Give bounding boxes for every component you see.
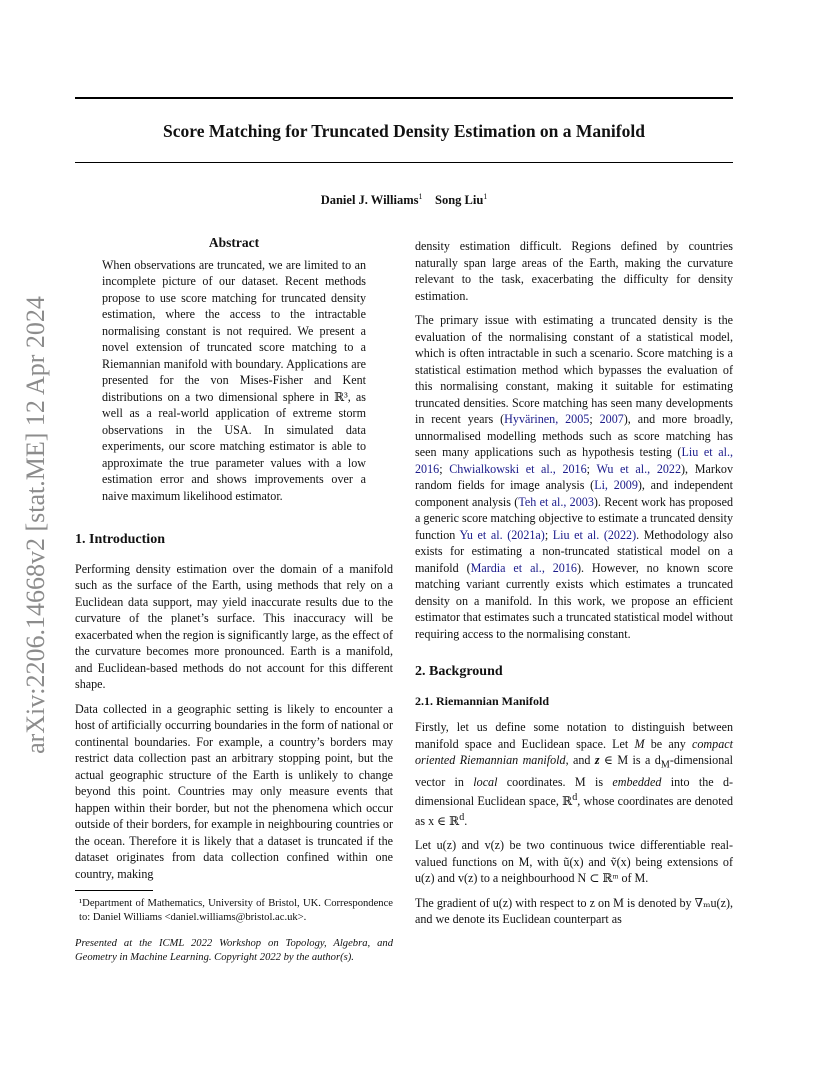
title-rule-top: [75, 97, 733, 99]
citation-link[interactable]: 2007: [599, 412, 624, 426]
left-column: [75, 235, 393, 965]
citation-link[interactable]: Liu et al., 2016: [415, 445, 734, 476]
citation-link[interactable]: Liu et al. (2022): [552, 527, 637, 542]
paper-title: Score Matching for Truncated Density Estimation on a Manifold: [163, 121, 645, 141]
author-list: [75, 192, 733, 208]
citation-link[interactable]: Teh et al., 2003: [518, 494, 594, 509]
section-heading-background: 2. Background: [415, 664, 503, 679]
author-name: Song Liu: [435, 193, 484, 208]
subsection-heading-riemannian-manifold: 2.1. Riemannian Manifold: [415, 693, 550, 708]
title-rule-bottom: [75, 162, 733, 163]
abstract-heading: Abstract: [208, 235, 260, 250]
affiliation-mark: 1: [418, 192, 423, 201]
footnote-rule: [75, 890, 153, 891]
paragraph: The primary issue with estimating a truncated density is the evaluation of the normalising constant of a statistical model, which is often intractable in such a scenario. Score matching is a statistical estimation method which bypasses the evaluation of this normalising constant, making it suitable for estimating truncated densities. Score matching has seen many developments in recent years (Hyvärinen, 2005; 2007), and more broadly, unnormalised modelling methods such as score matching has seen many applications such as hypothesis testing (Liu et al., 2016; Chwialkowski et al., 2016; Wu et al., 2022), Markov random fields for image analysis (Li, 2009), and independent component analysis (Teh et al., 2003). Recent work has proposed a generic score matching objective to estimate a truncated density function Yu et al. (2021a); Liu et al. (2022). Methodology also exists for estimating a non-truncated statistical model on a manifold (Mardia et al., 2016). However, no known score matching variant currently exists which estimates a truncated density on a manifold. In this work, we propose an efficient estimator that estimates such a truncated statistical model without requiring access to the normalising constant.: [415, 313, 734, 641]
venue-text: Presented at the ICML 2022 Workshop on Topology, Algebra, and Geometry in Machine Learning. Copyright 2022 by the author(s).: [75, 938, 393, 963]
citation-link[interactable]: Hyvärinen, 2005: [504, 412, 590, 426]
paragraph: Data collected in a geographic setting is likely to encounter a host of artificially occurring boundaries in the form of national or continental boundaries. For example, a country’s borders may restrict data collection past an arbitrary stopping point, but the actual geographic structure of the Earth is unlikely to change beyond this point. Countries may only measure events that happen within their border, but not the phenomena which occur outside of their borders, for example in neighbouring countries or the ocean. Therefore it is likely that a dataset is truncated if the dataset originates from data collection confined within one country, making: [75, 701, 393, 881]
author-name: Daniel J. Williams: [320, 193, 419, 208]
paragraph: Firstly, let us define some notation to distinguish between manifold space and Euclidean space. Let M be any compact oriented Riemannian manifold, and z ∈ M is a $d_M$-dimensional vector in local coordinates. M is embedded into the d-dimensional Euclidean space, ℝ$^d$, whose coordinates are denoted as x ∈ ℝ$^d$.: [415, 720, 734, 828]
citation-link[interactable]: Mardia et al., 2016: [470, 560, 577, 575]
section-heading-introduction: 1. Introduction: [75, 532, 165, 547]
paragraph: Let u(z) and v(z) be two continuous twice differentiable real-valued functions on M, with ũ(x) and ṽ(x) being extensions of u(z) and v(z) to a neighbourhood N ⊂ ℝᵐ of M.: [415, 838, 733, 886]
affiliation-mark: 1: [483, 192, 488, 201]
citation-link[interactable]: Chwialkowski et al., 2016: [449, 461, 587, 476]
paragraph: Performing density estimation over the domain of a manifold such as the surface of the Earth, using methods that rely on a Euclidean data support, may yield inaccurate results due to the curvature of the planet’s surface. This inaccuracy will be exacerbated when the region is significantly large, as the effect of the curvature becomes more pronounced. Earth is a manifold, and Euclidean-based methods do not account for this different shape.: [75, 561, 393, 691]
paragraph: The gradient of u(z) with respect to z on M is denoted by ∇ₘu(z), and we denote its Euclidean counterpart as: [415, 895, 733, 927]
right-column: [415, 238, 733, 936]
paragraph: density estimation difficult. Regions defined by countries naturally span large areas of the Earth, making the curvature relevant to the task, exacerbating the difficulty for density estimation.: [415, 239, 733, 303]
citation-link[interactable]: Yu et al. (2021a): [459, 527, 545, 542]
arxiv-stamp: arXiv:2206.14668v2 [stat.ME] 12 Apr 2024: [21, 296, 50, 754]
venue-note: [75, 937, 393, 965]
abstract-text: When observations are truncated, we are limited to an incomplete picture of our dataset. Recent methods propose to use score matching for truncated density estimation, where the access to the intractable normalising constant is not required. We present a novel extension of truncated score matching to a Riemannian manifold with boundary. Applications are presented for the von Mises-Fisher and Kent distributions on a two dimensional sphere in ℝ³, as well as a real-world application of extreme storm observations in the USA. In simulated data experiments, our score matching estimator is able to approximate the true parameter values with a low estimation error and shows improvements over a naive maximum likelihood estimator.: [102, 257, 366, 503]
footnote-affiliation: ¹Department of Mathematics, University of Bristol, UK. Correspondence to: Daniel Williams <daniel.williams@bristol.ac.uk>.: [79, 898, 393, 923]
citation-link[interactable]: Wu et al., 2022: [596, 461, 682, 476]
citation-link[interactable]: Li, 2009: [594, 478, 638, 492]
